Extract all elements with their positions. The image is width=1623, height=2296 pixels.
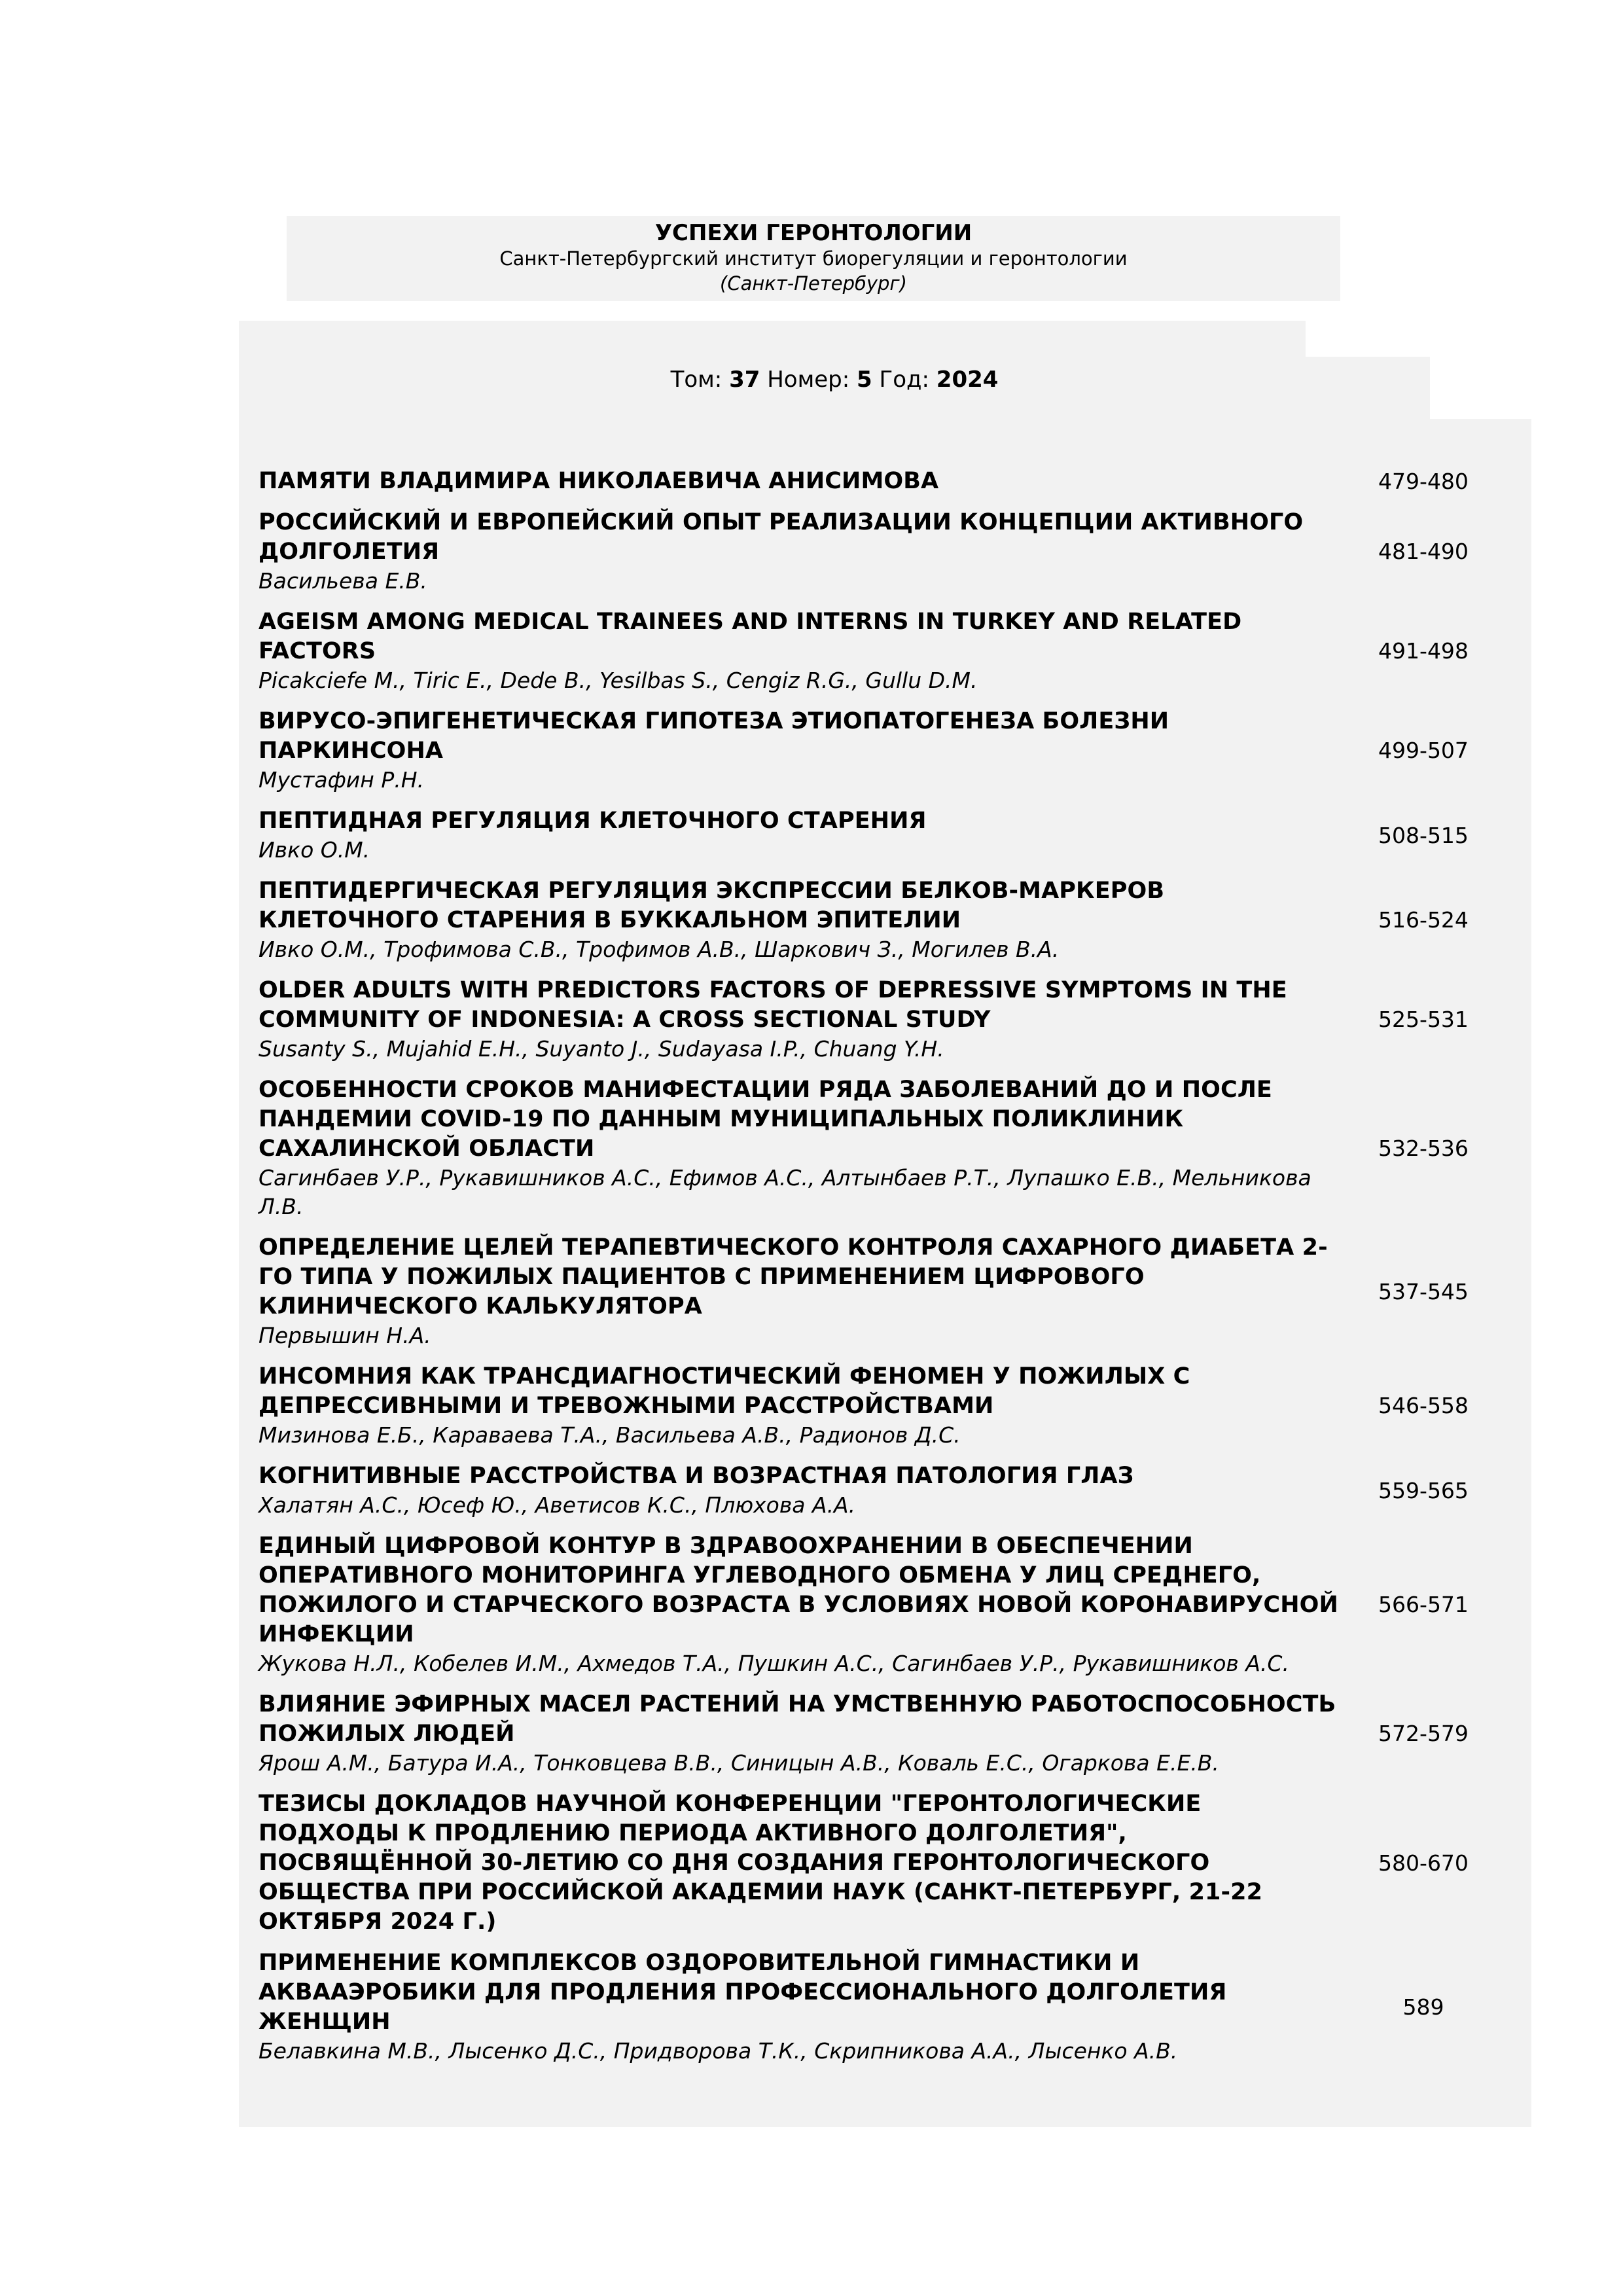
year-value: 2024 (936, 367, 999, 393)
article-pages: 532-536 (1378, 1135, 1469, 1161)
journal-institute: Санкт-Петербургский институт биорегуляции и геронтологии (499, 247, 1128, 270)
toc-entry[interactable] (259, 876, 1508, 964)
toc-entry[interactable] (259, 607, 1508, 695)
toc-entry-text (259, 1789, 1338, 1937)
year-label: Год: (879, 367, 929, 393)
toc-entry-text (259, 1362, 1338, 1450)
article-pages: 589 (1402, 1994, 1444, 2020)
article-title-link[interactable]: ПРИМЕНЕНИЕ КОМПЛЕКСОВ ОЗДОРОВИТЕЛЬНОЙ ГИМНАСТИКИ И АКВААЭРОБИКИ ДЛЯ ПРОДЛЕНИЯ ПРОФЕССИОНАЛЬНОГО ДОЛГОЛЕТИЯ ЖЕНЩИН (259, 1950, 1227, 2035)
number-label: Номер: (767, 367, 850, 393)
toc-entry[interactable] (259, 1532, 1508, 1678)
article-authors: Ивко О.М., Трофимова С.В., Трофимов А.В., Шаркович З., Могилев В.А. (259, 937, 1060, 962)
article-title-link[interactable]: ТЕЗИСЫ ДОКЛАДОВ НАУЧНОЙ КОНФЕРЕНЦИИ "ГЕРОНТОЛОГИЧЕСКИЕ ПОДХОДЫ К ПРОДЛЕНИЮ ПЕРИОДА АКТИВНОГО ДОЛГОЛЕТИЯ", ПОСВЯЩЁННОЙ 30-ЛЕТИЮ СО ДНЯ СОЗДАНИЯ ГЕРОНТОЛОГИЧЕСКОГО ОБЩЕСТВА ПРИ РОССИЙСКОЙ АКАДЕМИИ НАУК (САНКТ-ПЕТЕРБУРГ, 21-22 ОКТЯБРЯ 2024 Г.) (259, 1791, 1263, 1935)
article-pages: 499-507 (1378, 738, 1469, 763)
article-title-link[interactable]: КОГНИТИВНЫЕ РАССТРОЙСТВА И ВОЗРАСТНАЯ ПАТОЛОГИЯ ГЛАЗ (259, 1463, 1134, 1489)
toc-entry-text (259, 707, 1338, 795)
article-pages: 559-565 (1378, 1477, 1469, 1503)
toc-entry[interactable] (259, 976, 1508, 1064)
journal-title: УСПЕХИ ГЕРОНТОЛОГИИ (654, 220, 972, 246)
issue-info (239, 363, 1430, 396)
article-pages: 508-515 (1378, 822, 1469, 848)
article-authors: Picakciefe M., Tiric E., Dede B., Yesilbas S., Cengiz R.G., Gullu D.M. (259, 668, 978, 693)
toc-entry[interactable] (259, 467, 1508, 496)
toc-entry[interactable] (259, 707, 1508, 795)
article-title-link[interactable]: ОСОБЕННОСТИ СРОКОВ МАНИФЕСТАЦИИ РЯДА ЗАБОЛЕВАНИЙ ДО И ПОСЛЕ ПАНДЕМИИ COVID-19 ПО ДАННЫМ МУНИЦИПАЛЬНЫХ ПОЛИКЛИНИК САХАЛИНСКОЙ ОБЛАСТИ (259, 1077, 1272, 1162)
article-title-link[interactable]: ПЕПТИДЕРГИЧЕСКАЯ РЕГУЛЯЦИЯ ЭКСПРЕССИИ БЕЛКОВ-МАРКЕРОВ КЛЕТОЧНОГО СТАРЕНИЯ В БУККАЛЬНОМ ЭПИТЕЛИИ (259, 878, 1165, 933)
toc-entry[interactable] (259, 1789, 1508, 1937)
article-authors: Васильева Е.В. (259, 568, 427, 594)
toc-entry-text (259, 1075, 1338, 1221)
article-authors: Мизинова Е.Б., Караваева Т.А., Васильева А.В., Радионов Д.С. (259, 1422, 961, 1448)
number-value: 5 (857, 367, 872, 393)
article-authors: Ивко О.М. (259, 837, 370, 863)
toc-entry-text (259, 607, 1338, 695)
article-pages: 525-531 (1378, 1007, 1469, 1032)
toc-entry-text (259, 1462, 1338, 1520)
article-pages: 491-498 (1378, 638, 1469, 664)
toc-entry[interactable] (259, 1233, 1508, 1350)
toc-entry[interactable] (259, 1362, 1508, 1450)
article-title-link[interactable]: ВЛИЯНИЕ ЭФИРНЫХ МАСЕЛ РАСТЕНИЙ НА УМСТВЕННУЮ РАБОТОСПОСОБНОСТЬ ПОЖИЛЫХ ЛЮДЕЙ (259, 1691, 1336, 1747)
toc-entry-text (259, 508, 1338, 596)
toc-entry[interactable] (259, 1462, 1508, 1520)
article-pages: 516-524 (1378, 907, 1469, 933)
article-authors: Ярош А.М., Батура И.А., Тонковцева В.В., Синицын А.В., Коваль Е.С., Огаркова Е.Е.В. (259, 1750, 1219, 1776)
article-title-link[interactable]: ОПРЕДЕЛЕНИЕ ЦЕЛЕЙ ТЕРАПЕВТИЧЕСКОГО КОНТРОЛЯ САХАРНОГО ДИАБЕТА 2-ГО ТИПА У ПОЖИЛЫХ ПАЦИЕНТОВ С ПРИМЕНЕНИЕМ ЦИФРОВОГО КЛИНИЧЕСКОГО КАЛЬКУЛЯТОРА (259, 1234, 1328, 1319)
toc-entry-text (259, 467, 1338, 496)
article-title-link[interactable]: AGEISM AMONG MEDICAL TRAINEES AND INTERNS IN TURKEY AND RELATED FACTORS (259, 609, 1242, 664)
article-authors: Мустафин Р.Н. (259, 767, 425, 793)
article-title-link[interactable]: ЕДИНЫЙ ЦИФРОВОЙ КОНТУР В ЗДРАВООХРАНЕНИИ В ОБЕСПЕЧЕНИИ ОПЕРАТИВНОГО МОНИТОРИНГА УГЛЕВОДНОГО ОБМЕНА У ЛИЦ СРЕДНЕГО, ПОЖИЛОГО И СТАРЧЕСКОГО ВОЗРАСТА В УСЛОВИЯХ НОВОЙ КОРОНАВИРУСНОЙ ИНФЕКЦИИ (259, 1533, 1338, 1647)
article-pages: 572-579 (1378, 1721, 1469, 1746)
journal-header (287, 216, 1340, 301)
article-pages: 566-571 (1378, 1592, 1469, 1617)
toc-entry-text (259, 1690, 1338, 1778)
article-authors: Susanty S., Mujahid E.H., Suyanto J., Sudayasa I.P., Chuang Y.H. (259, 1036, 944, 1062)
toc-entry[interactable] (259, 1690, 1508, 1778)
toc-entry-text (259, 1233, 1338, 1350)
toc-entry[interactable] (259, 508, 1508, 596)
article-pages: 546-558 (1378, 1393, 1469, 1418)
article-authors: Первышин Н.А. (259, 1323, 431, 1348)
article-pages: 537-545 (1378, 1278, 1469, 1304)
journal-city: (Санкт-Петербург) (720, 272, 907, 295)
toc-entry-text (259, 876, 1338, 964)
toc-entry-text (259, 806, 1338, 865)
volume-label: Том: (670, 367, 722, 393)
table-of-contents (259, 467, 1508, 2077)
toc-entry-text (259, 1532, 1338, 1678)
volume-value: 37 (729, 367, 760, 393)
article-title-link[interactable]: ВИРУСО-ЭПИГЕНЕТИЧЕСКАЯ ГИПОТЕЗА ЭТИОПАТОГЕНЕЗА БОЛЕЗНИ ПАРКИНСОНА (259, 708, 1169, 764)
article-authors: Белавкина М.В., Лысенко Д.С., Придворова Т.К., Скрипникова А.А., Лысенко А.В. (259, 2038, 1178, 2064)
article-title-link[interactable]: ПЕПТИДНАЯ РЕГУЛЯЦИЯ КЛЕТОЧНОГО СТАРЕНИЯ (259, 808, 927, 834)
article-authors: Сагинбаев У.Р., Рукавишников А.С., Ефимов А.С., Алтынбаев Р.Т., Лупашко Е.В., Мельникова Л.В. (259, 1165, 1311, 1219)
article-title-link[interactable]: РОССИЙСКИЙ И ЕВРОПЕЙСКИЙ ОПЫТ РЕАЛИЗАЦИИ КОНЦЕПЦИИ АКТИВНОГО ДОЛГОЛЕТИЯ (259, 509, 1304, 565)
article-pages: 580-670 (1378, 1850, 1469, 1876)
article-pages: 481-490 (1378, 539, 1469, 564)
toc-entry-text (259, 1948, 1338, 2066)
toc-entry[interactable] (259, 1075, 1508, 1221)
article-authors: Жукова Н.Л., Кобелев И.М., Ахмедов Т.А., Пушкин А.С., Сагинбаев У.Р., Рукавишников А.С. (259, 1651, 1289, 1676)
article-title-link[interactable]: OLDER ADULTS WITH PREDICTORS FACTORS OF DEPRESSIVE SYMPTOMS IN THE COMMUNITY OF INDONESIA: A CROSS SECTIONAL STUDY (259, 977, 1287, 1033)
toc-entry-text (259, 976, 1338, 1064)
article-title-link[interactable]: ПАМЯТИ ВЛАДИМИРА НИКОЛАЕВИЧА АНИСИМОВА (259, 468, 939, 494)
article-title-link[interactable]: ИНСОМНИЯ КАК ТРАНСДИАГНОСТИЧЕСКИЙ ФЕНОМЕН У ПОЖИЛЫХ С ДЕПРЕССИВНЫМИ И ТРЕВОЖНЫМИ РАССТРОЙСТВАМИ (259, 1363, 1190, 1419)
toc-entry[interactable] (259, 806, 1508, 865)
article-pages: 479-480 (1378, 468, 1469, 494)
toc-entry[interactable] (259, 1948, 1508, 2066)
article-authors: Халатян А.С., Юсеф Ю., Аветисов К.С., Плюхова А.А. (259, 1492, 856, 1518)
